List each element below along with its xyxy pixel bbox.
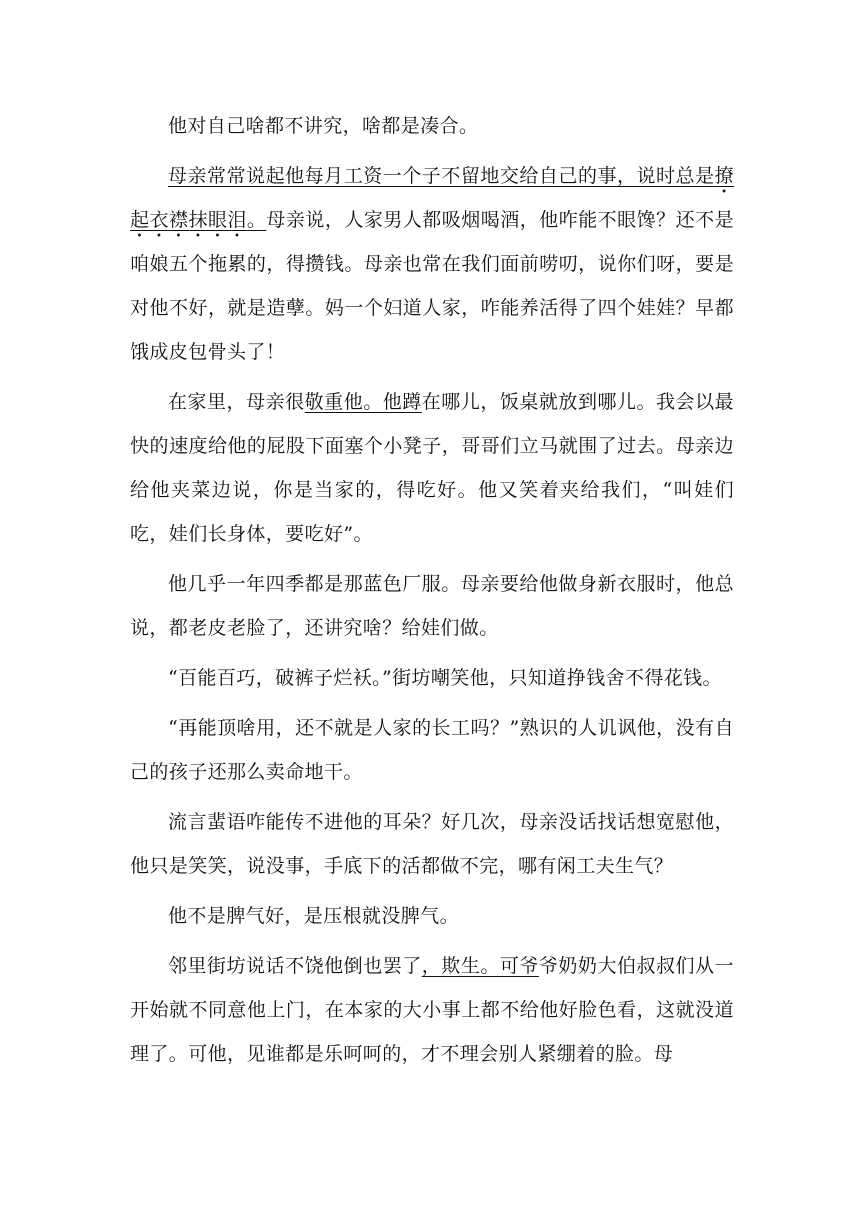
text-segment: 他不是脾气好，是压根就没脾气。 bbox=[168, 905, 460, 927]
text-segment: “再能顶啥用，还不就是人家的长工吗？”熟识的人讥讽他，没有自己的孩子还那么卖命地干。 bbox=[130, 717, 734, 783]
article-body bbox=[130, 104, 734, 1082]
paragraph bbox=[130, 706, 734, 794]
underlined-text: ，欺生。可爷 bbox=[421, 955, 539, 977]
paragraph bbox=[130, 656, 734, 700]
text-segment: 邻里街坊说话不饶他倒也罢了 bbox=[168, 955, 422, 977]
paragraph bbox=[130, 800, 734, 888]
text-segment: “百能百巧，破裤子烂袄。”街坊嘲笑他，只知道挣钱舍不得花钱。 bbox=[168, 667, 722, 689]
text-segment: 他对自己啥都不讲究，啥都是凑合。 bbox=[168, 115, 479, 137]
paragraph bbox=[130, 104, 734, 148]
paragraph bbox=[130, 154, 734, 374]
underlined-text: 敬重他。他蹲 bbox=[304, 391, 422, 413]
underlined-text: 母亲常常说起他每月工资一个子不留地交给自己的事，说时总是 bbox=[168, 165, 715, 187]
text-segment: 在哪儿，饭桌就放到哪儿。我会以最快的速度给他的屁股下面塞个小凳子，哥哥们立马就围了过去。母亲边给他夹菜边说，你是当家的，得吃好。他又笑着夹给我们，“叫娃们吃，娃们长身体，要吃好”。 bbox=[130, 391, 734, 545]
text-segment: 在家里，母亲很 bbox=[168, 391, 305, 413]
text-segment: 流言蜚语咋能传不进他的耳朵？好几次，母亲没话找话想宽慰他，他只是笑笑，说没事，手底下的活都做不完，哪有闲工夫生气？ bbox=[130, 811, 734, 877]
paragraph bbox=[130, 944, 734, 1076]
text-segment: 爷奶奶大伯叔叔们从一开始就不同意他上门，在本家的大小事上都不给他好脸色看，这就没道理了。可他，见谁都是乐呵呵的，才不理会别人紧绷着的脸。母 bbox=[130, 955, 734, 1065]
underlined-text: 。 bbox=[246, 209, 267, 231]
text-segment: 他几乎一年四季都是那蓝色厂服。母亲要给他做身新衣服时，他总说，都老皮老脸了，还讲究啥？给娃们做。 bbox=[130, 573, 734, 639]
text-segment: 母亲说，人家男人都吸烟喝酒，他咋能不眼馋？还不是咱娘五个拖累的，得攒钱。母亲也常在我们面前唠叨，说你们呀，要是对他不好，就是造孽。妈一个妇道人家，咋能养活得了四个娃娃？早都饿成皮包骨头了！ bbox=[130, 209, 734, 363]
paragraph bbox=[130, 562, 734, 650]
paragraph bbox=[130, 894, 734, 938]
paragraph bbox=[130, 380, 734, 556]
dotted-underlined-text: 撩起衣襟抹眼泪 bbox=[130, 165, 734, 231]
